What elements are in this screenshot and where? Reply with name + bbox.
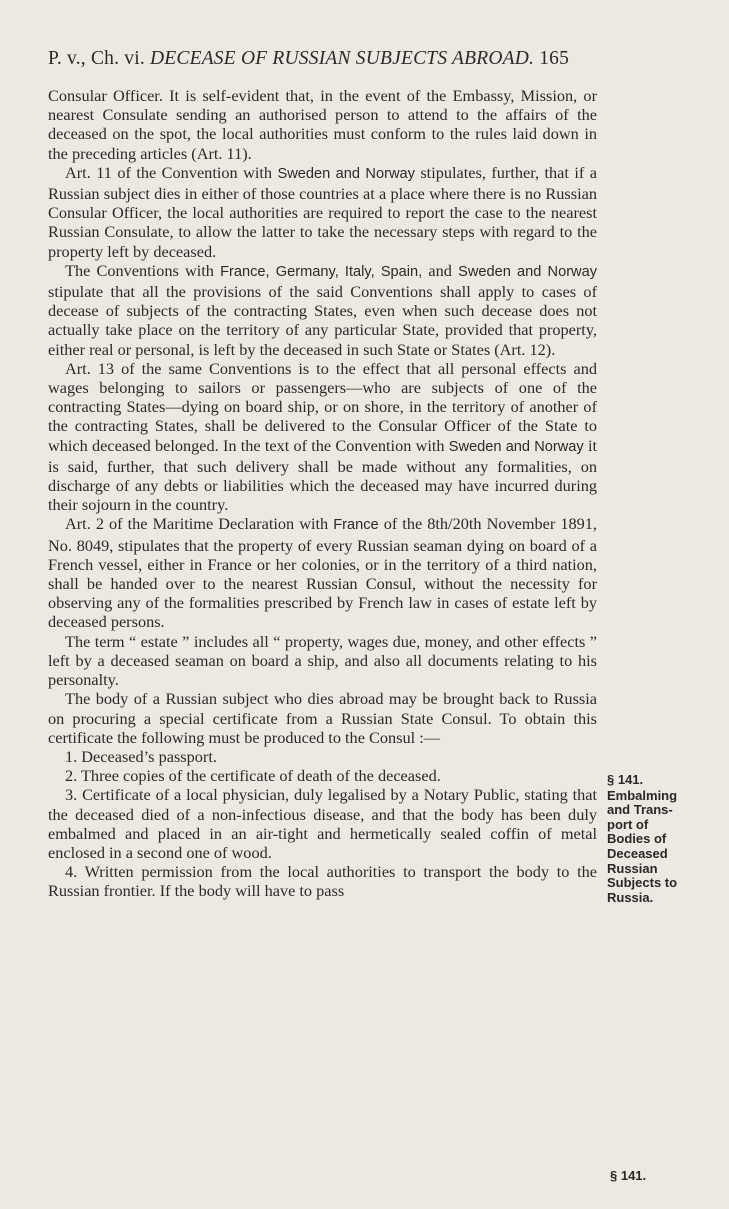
running-header: [48, 48, 688, 70]
footer-section-catchword: § 141.: [610, 1168, 647, 1183]
country-name: Sweden and Norway: [458, 263, 598, 280]
margin-line: and Trans-: [607, 802, 673, 818]
country-name: France: [333, 517, 379, 534]
country-name: Sweden and Norway: [277, 165, 415, 182]
marginal-note: [607, 773, 703, 905]
page-number: 165: [539, 48, 570, 69]
list-item-4: 4. Written permission from the local authorities to transport the body to the Russian frontier. If the body will have to pass: [48, 862, 597, 901]
paragraph-7: The body of a Russian subject who dies abroad may be brought back to Russia on procuring a special certificate from a Russian State Consul. To obtain this certificate the following must be produced to the Consul :—: [48, 689, 597, 747]
list-item-2: 2. Three copies of the certificate of death of the deceased.: [65, 766, 441, 786]
paragraph-1: Consular Officer. It is self-evident that, in the event of the Embassy, Mission, or nearest Consulate sending an authorised person to attend to the affairs of the deceased on the spot, the local authorities must conform to the rules laid down in the preceding articles (Art. 11).: [48, 86, 597, 163]
margin-line: Deceased: [607, 845, 668, 861]
margin-section: § 141.: [607, 772, 644, 787]
margin-line: Subjects to: [607, 875, 678, 891]
list-item-3: 3. Certificate of a local physician, duly legalised by a Notary Public, stating that the deceased died of a non-infectious disease, and that the body has been duly embalmed and placed in an air-tight and hermetically sealed coffin of metal enclosed in a second one of wood.: [48, 785, 597, 862]
header-prefix: P. v., Ch. vi.: [48, 48, 145, 69]
margin-line: Embalming: [607, 787, 678, 803]
margin-line: Russian: [607, 860, 658, 876]
paragraph-3: The Conventions with France, Germany, Italy, Spain, and Sweden and Norway stipulate that all the provisions of the said Conventions shall apply to cases of decease of subjects of the contracting States, even when such decease does not actually take place on the territory of any particular State, provided that property, either real or personal, is left by the deceased in such State or States (Art. 12).: [48, 260, 598, 359]
country-name: France, Germany, Italy, Spain,: [220, 263, 423, 280]
margin-line: Russia.: [607, 889, 654, 905]
paragraph-4: Art. 13 of the same Conventions is to the effect that all personal effects and wages belonging to sailors or passengers—who are subjects of one of the contracting States—dying on board ship, or on shore, in the territory of another of the contracting States, shall be delivered to the Consular Officer of the State to which deceased belonged. In the text of the Convention with Sweden and Norway it is said, further, that such delivery shall be made without any formalities, on discharge of any debts or liabilities which the deceased may have incurred during their sojourn in the country.: [48, 358, 597, 515]
country-name: Sweden and Norway: [448, 438, 584, 455]
body-text: [48, 86, 597, 901]
paragraph-5: Art. 2 of the Maritime Declaration with France of the 8th/20th November 1891, No. 8049, stipulates that the property of every Russian seaman dying on board of a French vessel, either in France or her colonies, or in the territory of a third nation, shall be handed over to the nearest Russian Consul, without the necessity for observing any of the formalities prescribed by French law in cases of estate left by deceased persons.: [48, 514, 597, 632]
margin-line: port of: [607, 816, 649, 832]
margin-line: Bodies of: [607, 831, 667, 847]
paragraph-6: The term “ estate ” includes all “ property, wages due, money, and other effects ” left by a deceased seaman on board a ship, and also all documents relating to his personalty.: [48, 631, 597, 690]
header-title: DECEASE OF RUSSIAN SUBJECTS ABROAD.: [149, 48, 535, 69]
paragraph-2: Art. 11 of the Convention with Sweden and Norway stipulates, further, that if a Russian subject dies in either of those countries at a place where there is no Russian Consular Officer, the local authorities are required to report the case to the nearest Russian Consulate, to allow the latter to take the necessary steps with regard to the property left by deceased.: [48, 162, 597, 261]
list-item-1: 1. Deceased’s passport.: [65, 746, 217, 766]
